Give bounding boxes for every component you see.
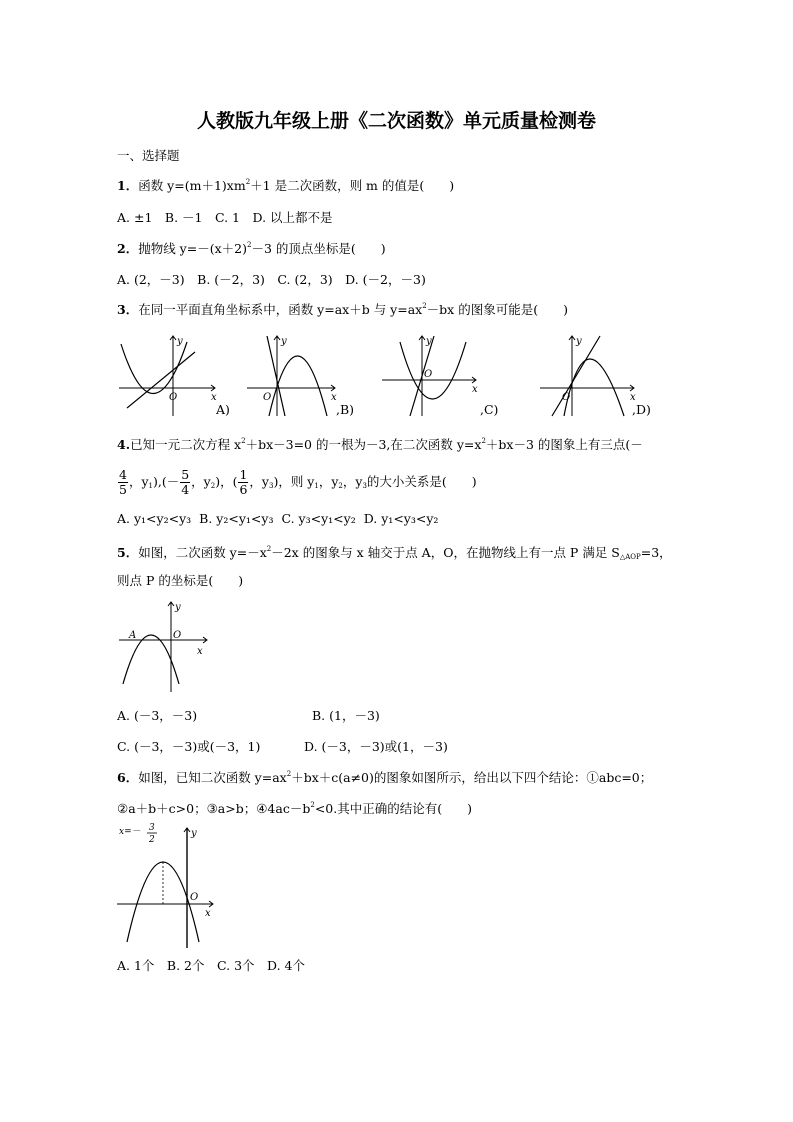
superscript: 2 (245, 178, 251, 186)
axis-fraction-denominator: 2 (149, 835, 155, 845)
origin-label: O (562, 392, 571, 403)
question-4-options: A. y₁<y₂<y₃ B. y₂<y₁<y₃ C. y₃<y₁<y₂ D. y₁<y₃<y₂ (117, 511, 439, 526)
origin-label: O (169, 392, 178, 403)
question-2 (117, 241, 386, 257)
x-axis-label: x (197, 646, 203, 657)
question-text: 抛物线 y=－(x＋2) (138, 241, 247, 256)
y-axis-label: y (426, 336, 432, 347)
x-axis-label: x (630, 392, 636, 403)
subscript: △AOP (619, 553, 641, 561)
superscript: 2 (241, 437, 246, 445)
question-1-options: A. ±1 B. －1 C. 1 D. 以上都不是 (117, 210, 333, 225)
section-heading: 一、选择题 (117, 148, 180, 163)
q3-option-a: A) (216, 402, 230, 417)
question-number: 3． (117, 302, 139, 317)
superscript: 2 (246, 241, 252, 249)
question-number: 2． (117, 241, 139, 256)
q3-graph-b (245, 332, 345, 421)
y-axis-label: y (576, 336, 582, 347)
question-1 (117, 178, 454, 194)
x-axis-label: x (331, 392, 337, 403)
fraction-2: $\frac{5}{4}$ (181, 467, 190, 497)
q5-option-b: B. (1，－3) (312, 708, 380, 723)
axis-equation-prefix: x=－ (119, 827, 141, 837)
question-text: ＋bx－3=0 的一根为－3,在二次函数 y=x (245, 437, 482, 452)
y-axis-label: y (175, 602, 181, 613)
question-text: －3 的顶点坐标是( ) (251, 241, 386, 256)
question-text: －2x 的图象与 x 轴交于点 A，O，在抛物线上有一点 P 满足 S (271, 545, 620, 560)
axis-fraction-numerator: 3 (149, 823, 155, 833)
question-4-line-1 (117, 437, 643, 453)
question-5-line-2: 则点 P 的坐标是( ) (117, 573, 244, 588)
q5-option-c: C. (－3，－3)或(－3，1) (117, 739, 261, 754)
y-axis-label: y (281, 336, 287, 347)
x-axis-label: x (205, 908, 211, 919)
question-number: 4. (117, 437, 131, 452)
question-6-line-2 (117, 801, 472, 817)
page-title: 人教版九年级上册《二次函数》单元质量检测卷 (196, 110, 596, 132)
question-number: 5． (117, 545, 139, 560)
superscript: 2 (286, 770, 292, 778)
q5-option-a: A. (－3，－3) (117, 708, 198, 723)
origin-label: O (190, 892, 199, 903)
question-2-options: A. (2，－3) B. (－2，3) C. (2，3) D. (－2，－3) (117, 272, 426, 287)
fraction-3: $\frac{1}{6}$ (239, 467, 248, 497)
x-axis-label: x (472, 384, 478, 395)
fraction-1: $\frac{4}{5}$ (119, 467, 127, 497)
question-text: 函数 y=(m＋1)xm (138, 178, 246, 193)
question-text: 如图，已知二次函数 y=ax (138, 770, 287, 785)
question-6-options: A. 1个 B. 2个 C. 3个 D. 4个 (117, 958, 306, 973)
superscript: 2 (422, 302, 427, 310)
superscript: 2 (266, 545, 272, 553)
q5-option-d: D. (－3，－3)或(1，－3) (304, 739, 448, 754)
origin-label: O (263, 392, 272, 403)
question-6 (117, 770, 652, 786)
question-5 (117, 545, 672, 561)
question-4-line-2: $\frac{4}{5}$ ，$y_1),(-$ $\frac{5}{4}$ ，$y_2$)，( $\frac{1}{6}$ ，$y_3$)，则 $y_1$，$y_2$，$y_3$的大小关系是( ) (119, 467, 477, 497)
q3-graph-d (538, 332, 638, 421)
q6-graph (115, 822, 225, 953)
origin-label: O (424, 369, 433, 380)
superscript: 2 (310, 801, 315, 809)
question-text: 如图，二次函数 y=－x (138, 545, 267, 560)
q5-graph (117, 598, 217, 697)
q3-option-c: ,C) (480, 402, 499, 417)
superscript: 2 (481, 437, 486, 445)
question-text: ＋bx－3 的图象上有三点(－ (485, 437, 643, 452)
question-text: 已知一元二次方程 x (130, 437, 242, 452)
question-text: －bx 的图象可能是( ) (426, 302, 568, 317)
origin-label: O (173, 630, 182, 641)
question-number: 6． (117, 770, 139, 785)
point-a-label: A (129, 630, 137, 641)
question-text: ＋1 是二次函数，则 m 的值是( ) (250, 178, 455, 193)
question-text: ②a＋b＋c>0；③a>b；④4ac－b (117, 801, 311, 816)
q3-option-b: ,B) (336, 402, 355, 417)
question-text: =3， (640, 545, 672, 560)
y-axis-label: y (177, 336, 183, 347)
question-text: 在同一平面直角坐标系中，函数 y=ax＋b 与 y=ax (138, 302, 423, 317)
question-3 (117, 302, 568, 318)
question-text: <0.其中正确的结论有( ) (314, 801, 472, 816)
x-axis-label: x (211, 392, 217, 403)
q3-option-d: ,D) (632, 402, 651, 417)
q3-graph-c (380, 332, 480, 421)
question-number: 1． (117, 178, 139, 193)
y-axis-label: y (191, 828, 197, 839)
question-text: ＋bx＋c(a≠0)的图象如图所示，给出以下四个结论：①abc=0； (291, 770, 653, 785)
